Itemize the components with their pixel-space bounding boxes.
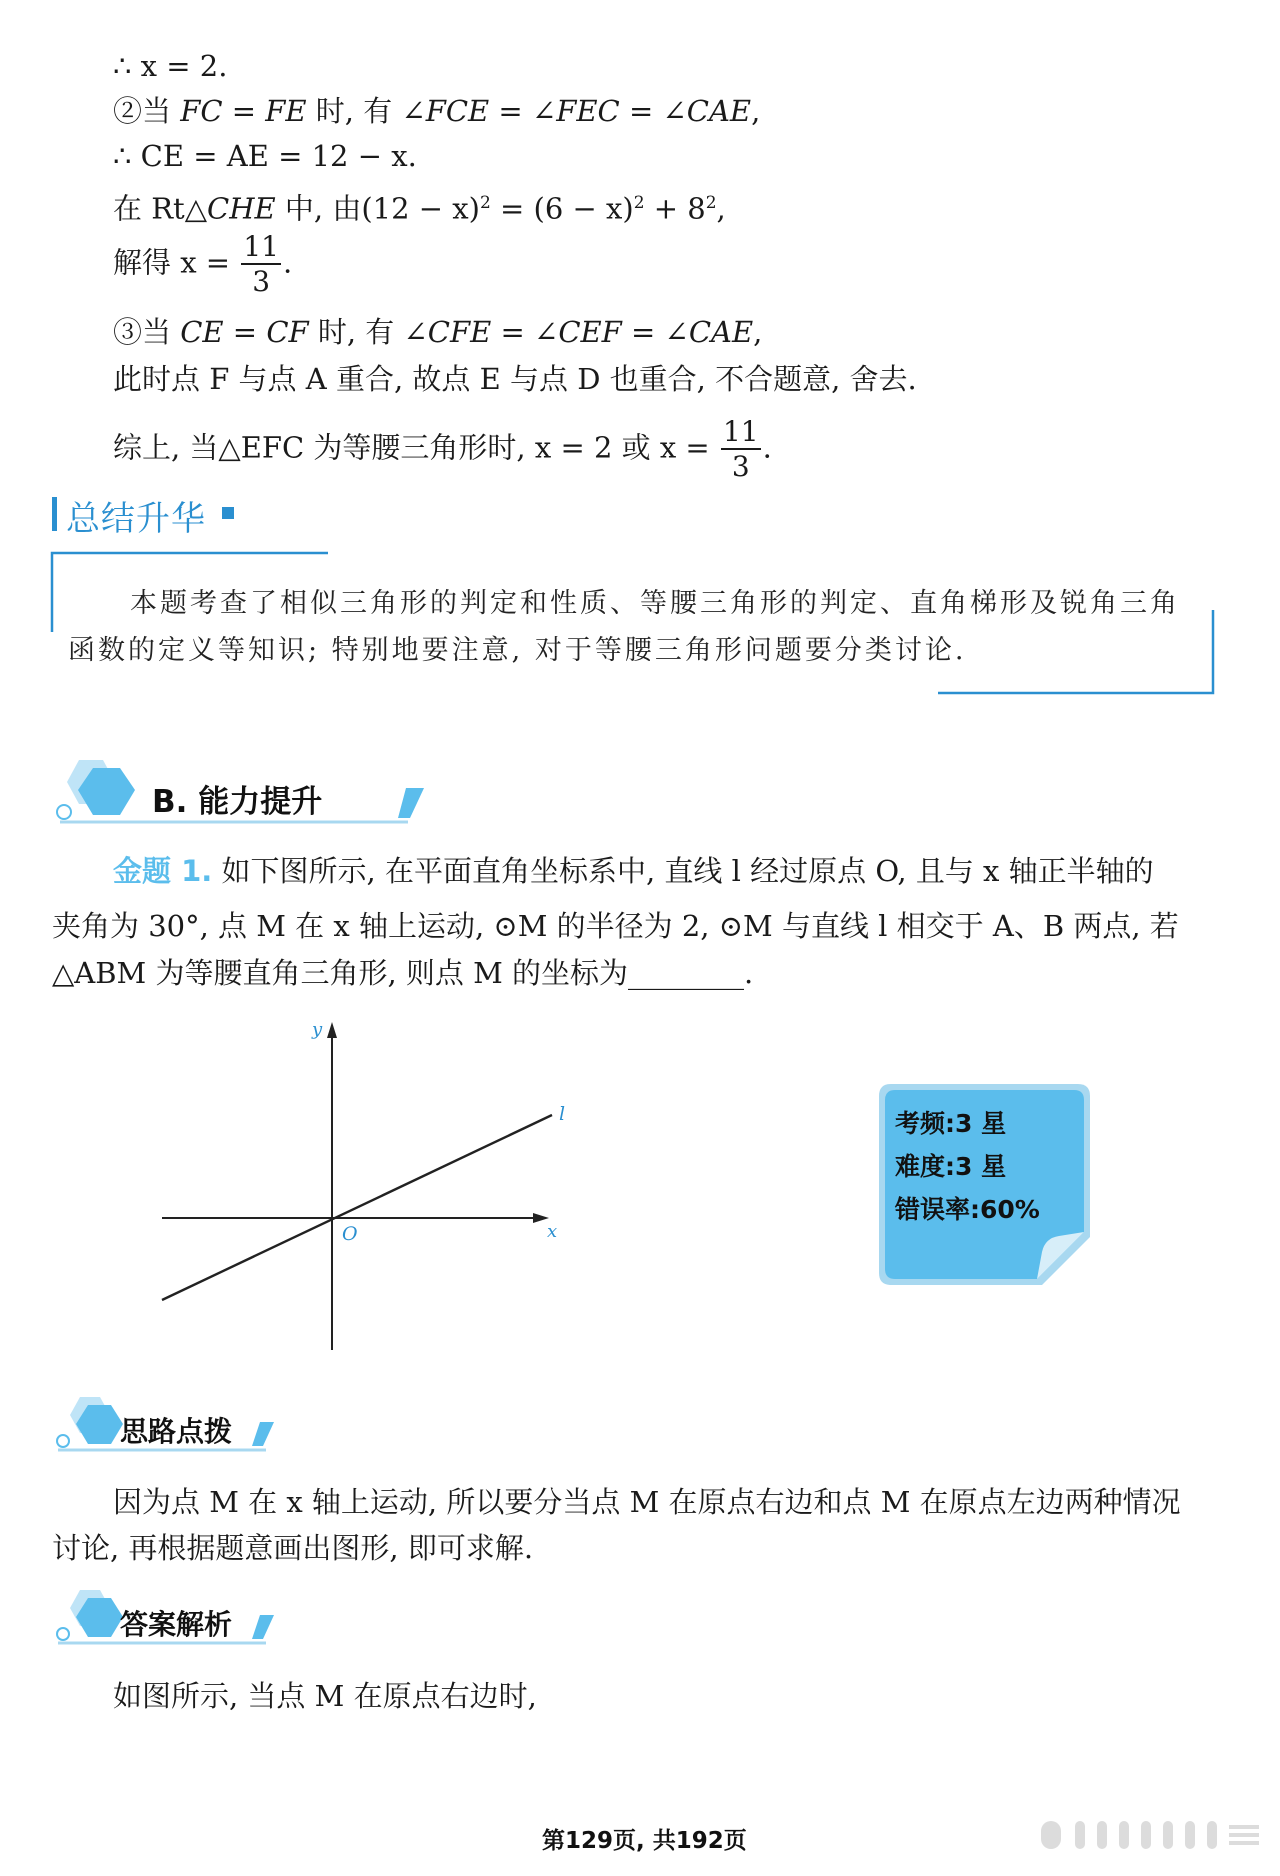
fraction-denominator: 3 bbox=[731, 450, 750, 483]
x-axis-label: x bbox=[547, 1221, 558, 1242]
solution-text: . bbox=[762, 430, 772, 465]
solution-text: 时, 有 bbox=[308, 315, 404, 349]
answer-line-1: 如图所示, 当点 M 在原点右边时, bbox=[113, 1679, 537, 1713]
info-difficulty: 难度:3 星 bbox=[895, 1152, 1007, 1181]
solution-text: 中, 由(12 − x) bbox=[275, 191, 480, 226]
slash-icon bbox=[252, 1615, 274, 1639]
section-b-title: B. 能力提升 bbox=[152, 784, 323, 820]
solution-math: ∠CFE = ∠CEF = ∠CAE bbox=[403, 315, 754, 349]
problem-label: 金题 1. bbox=[113, 854, 213, 888]
hint-line-1: 因为点 M 在 x 轴上运动, 所以要分当点 M 在原点右边和点 M 在原点左边两种情况 bbox=[113, 1485, 1181, 1519]
problem-line-2: 夹角为 30°, 点 M 在 x 轴上运动, ⊙M 的半径为 2, ⊙M 与直线 l 相交于 A、B 两点, 若 bbox=[52, 909, 1179, 943]
solution-math: CE = CF bbox=[180, 315, 309, 349]
fraction-denominator: 3 bbox=[252, 265, 271, 298]
problem-text: 如下图所示, 在平面直角坐标系中, 直线 l 经过原点 O, 且与 x 轴正半轴的 bbox=[221, 854, 1154, 888]
solution-text: 解得 x = bbox=[113, 245, 240, 280]
solution-text: = (6 − x) bbox=[490, 191, 634, 226]
solution-text: 综上, 当△EFC 为等腰三角形时, x = 2 或 x = bbox=[113, 430, 719, 465]
summary-text-line-2: 函数的定义等知识; 特别地要注意, 对于等腰三角形问题要分类讨论. bbox=[68, 635, 967, 666]
exponent: 2 bbox=[479, 193, 491, 213]
scroll-watermark bbox=[1035, 1815, 1265, 1855]
circle-icon bbox=[57, 1628, 69, 1640]
answer-title: 答案解析 bbox=[120, 1608, 233, 1641]
summary-text-line-1: 本题考查了相似三角形的判定和性质、等腰三角形的判定、直角梯形及锐角三角 bbox=[130, 588, 1180, 619]
solution-text: + 8 bbox=[644, 191, 706, 226]
solution-text: 时, 有 bbox=[306, 94, 402, 128]
solution-math: FC = FE bbox=[180, 94, 307, 128]
hint-line-2: 讨论, 再根据题意画出图形, 即可求解. bbox=[52, 1531, 534, 1565]
fraction-numerator: 11 bbox=[243, 230, 279, 263]
summary-title: 总结升华 bbox=[66, 499, 206, 539]
watermark-icon bbox=[1041, 1821, 1259, 1849]
problem-line-3: △ABM 为等腰直角三角形, 则点 M 的坐标为________. bbox=[52, 956, 754, 990]
solution-text: ③当 bbox=[113, 315, 181, 349]
hint-title: 思路点拨 bbox=[120, 1415, 233, 1448]
solution-text: ∴ x = 2. bbox=[113, 49, 228, 83]
solution-math: CHE bbox=[207, 191, 276, 226]
page-indicator: 第129页, 共192页 bbox=[542, 1828, 747, 1854]
line-l-label: l bbox=[559, 1103, 566, 1125]
exponent: 2 bbox=[633, 193, 645, 213]
solution-text: , bbox=[753, 315, 763, 349]
y-axis-label: y bbox=[312, 1019, 323, 1040]
solution-math: ∠FCE = ∠FEC = ∠CAE bbox=[401, 94, 752, 128]
origin-label: O bbox=[342, 1223, 358, 1245]
solution-text: 在 Rt△ bbox=[113, 191, 208, 226]
fraction-numerator: 11 bbox=[722, 415, 759, 448]
solution-text: ∴ CE = AE = 12 − x. bbox=[113, 139, 417, 173]
solution-text: ②当 bbox=[113, 94, 181, 128]
exponent: 2 bbox=[705, 193, 717, 213]
info-freq: 考频:3 星 bbox=[895, 1109, 1007, 1138]
solution-text: 此时点 F 与点 A 重合, 故点 E 与点 D 也重合, 不合题意, 舍去. bbox=[113, 362, 917, 396]
solution-text: , bbox=[716, 191, 726, 226]
info-error-rate: 错误率:60% bbox=[895, 1195, 1040, 1224]
solution-text: , bbox=[751, 94, 761, 128]
solution-text: . bbox=[282, 245, 293, 280]
